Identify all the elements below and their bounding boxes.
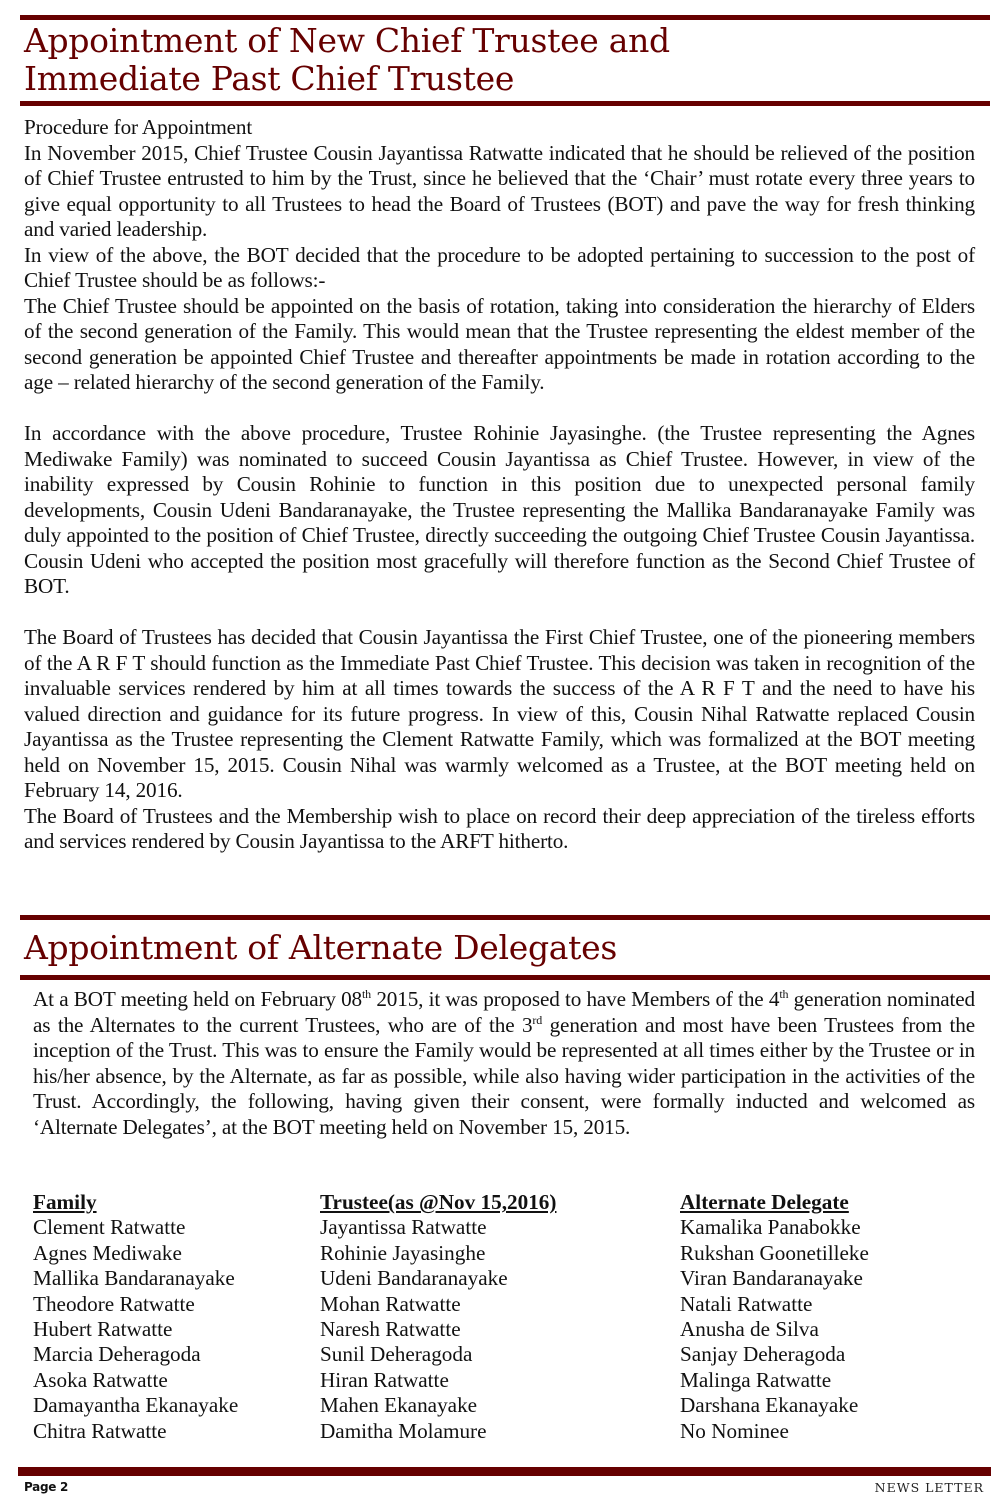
title-underline-rule <box>20 101 990 106</box>
table-cell: Agnes Mediwake <box>33 1240 182 1265</box>
paragraph: In accordance with the above procedure, Trustee Rohinie Jayasinghe. (the Trustee representing the Agnes Mediwake Family) was nominated to succeed Cousin Jayantissa as Chief Trustee. However, in view of the inability expressed by Cousin Rohinie to function in this position due to unexpected personal family developments, Cousin Udeni Bandaranayake, the Trustee representing the Mallika Bandaranayake Family was duly appointed to the position of Chief Trustee, directly succeeding the outgoing Chief Trustee Cousin Jayantissa. Cousin Udeni who accepted the position most gracefully will therefore function as the Second Chief Trustee of BOT. <box>24 421 975 598</box>
paragraph: In November 2015, Chief Trustee Cousin Jayantissa Ratwatte indicated that he should be relieved of the position of Chief Trustee entrusted to him by the Trust, since he believed that the ‘Chair’ must rotate every three years to give equal opportunity to all Trustees to head the Board of Trustees (BOT) and pave the way for fresh thinking and varied leadership. <box>24 140 975 241</box>
alternate-delegates-intro <box>33 987 975 1140</box>
section-title-alternate-delegates: Appointment of Alternate Delegates <box>24 928 617 967</box>
table-cell: Hubert Ratwatte <box>33 1317 173 1342</box>
table-cell: Malinga Ratwatte <box>680 1367 832 1392</box>
table-cell: Kamalika Panabokke <box>680 1215 861 1240</box>
paragraph: The Board of Trustees and the Membership wish to place on record their deep appreciation of the tireless efforts and services rendered by Cousin Jayantissa to the ARFT hitherto. <box>24 803 975 853</box>
table-cell: Theodore Ratwatte <box>33 1291 195 1316</box>
table-cell: Asoka Ratwatte <box>33 1367 168 1392</box>
title-line-2: Immediate Past Chief Trustee <box>24 59 515 98</box>
table-cell: Damitha Molamure <box>320 1418 487 1443</box>
table-cell: Chitra Ratwatte <box>33 1418 167 1443</box>
top-rule <box>20 15 990 20</box>
table-cell: Rohinie Jayasinghe <box>320 1240 486 1265</box>
table-cell: Hiran Ratwatte <box>320 1367 449 1392</box>
table-cell: Sunil Deheragoda <box>320 1342 473 1367</box>
subheading-procedure: Procedure for Appointment <box>24 115 253 139</box>
paragraph: In view of the above, the BOT decided that the procedure to be adopted pertaining to succession to the post of Chief Trustee should be as follows:- <box>24 242 975 292</box>
paragraph: The Chief Trustee should be appointed on the basis of rotation, taking into consideration the hierarchy of Elders of the second generation of the Family. This would mean that the Trustee representing the eldest member of the second generation be appointed Chief Trustee and thereafter appointments be made in rotation according to the age – related hierarchy of the second generation of the Family. <box>24 293 975 394</box>
footer-rule <box>18 1467 991 1476</box>
table-cell: Mallika Bandaranayake <box>33 1266 235 1291</box>
column-header-family: Family <box>33 1190 97 1214</box>
table-cell: Viran Bandaranayake <box>680 1266 863 1291</box>
table-cell: Sanjay Deheragoda <box>680 1342 846 1367</box>
section-title-chief-trustee <box>24 22 670 98</box>
table-cell: Damayantha Ekanayake <box>33 1393 239 1418</box>
table-cell: Marcia Deheragoda <box>33 1342 201 1367</box>
table-cell: No Nominee <box>680 1418 789 1443</box>
table-cell: Clement Ratwatte <box>33 1215 186 1240</box>
column-header-alternate: Alternate Delegate <box>680 1190 849 1214</box>
paragraph: At a BOT meeting held on February 08th 2015, it was proposed to have Members of the 4th generation nominated as the Alternates to the current Trustees, who are of the 3rd generation and most have been Trustees from the inception of the Trust. This was to ensure the Family would be represented at all times either by the Trustee or in his/her absence, by the Alternate, as far as possible, while also having wider participation in the activities of the Trust. Accordingly, the following, having given their consent, were formally inducted and welcomed as ‘Alternate Delegates’, at the BOT meeting held on November 15, 2015. <box>33 987 975 1139</box>
page-number: Page 2 <box>24 1480 69 1494</box>
newsletter-title: NEWS LETTER <box>874 1480 984 1495</box>
table-cell: Natali Ratwatte <box>680 1291 813 1316</box>
table-cell: Jayantissa Ratwatte <box>320 1215 487 1240</box>
table-cell: Naresh Ratwatte <box>320 1317 461 1342</box>
table-cell: Rukshan Goonetilleke <box>680 1240 869 1265</box>
column-header-trustee: Trustee(as @Nov 15,2016) <box>320 1190 557 1214</box>
table-cell: Mohan Ratwatte <box>320 1291 461 1316</box>
table-cell: Darshana Ekanayake <box>680 1393 859 1418</box>
title-line-1: Appointment of New Chief Trustee and <box>24 21 670 60</box>
title-underline-rule <box>20 975 990 980</box>
table-cell: Udeni Bandaranayake <box>320 1266 508 1291</box>
table-cell: Anusha de Silva <box>680 1317 819 1342</box>
column-trustee <box>320 1190 556 1444</box>
column-alternate-delegate <box>680 1190 869 1444</box>
paragraph: The Board of Trustees has decided that Cousin Jayantissa the First Chief Trustee, one of the pioneering members of the A R F T should function as the Immediate Past Chief Trustee. This decision was taken in recognition of the invaluable services rendered by him at all times towards the success of the A R F T and the need to have his valued direction and guidance for its future progress. In view of this, Cousin Nihal Ratwatte replaced Cousin Jayantissa as the Trustee representing the Clement Ratwatte Family, which was formalized at the BOT meeting held on November 15, 2015. Cousin Nihal was warmly welcomed as a Trustee, at the BOT meeting held on February 14, 2016. <box>24 625 975 802</box>
table-cell: Mahen Ekanayake <box>320 1393 478 1418</box>
chief-trustee-body <box>24 115 975 855</box>
column-family <box>33 1190 238 1444</box>
section-divider-rule <box>20 915 990 920</box>
